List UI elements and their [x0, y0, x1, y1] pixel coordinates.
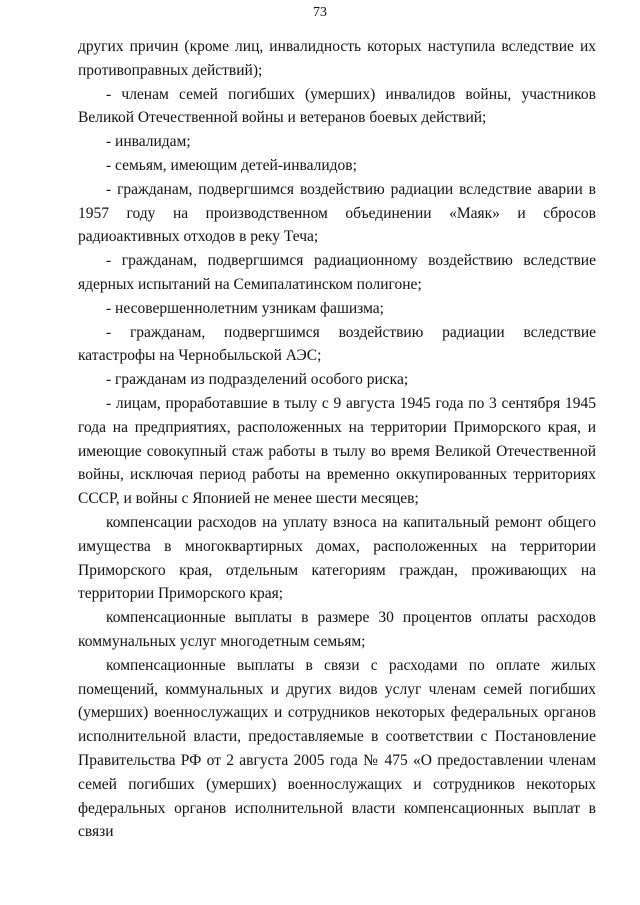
list-item-home-front-workers: - лицам, проработавшие в тылу с 9 августа 1945 года по 3 сентября 1945 года на предприятиях, расположенных на территории Приморского края, и имеющие совокупный стаж работы в тылу во время Великой Отечественной войны, исключая период работы на временно оккупированных территориях СССР, и войны с Японией не менее шести месяцев; [78, 394, 596, 508]
list-item-fascism-prisoners: - несовершеннолетним узникам фашизма; [106, 299, 384, 317]
list-item-chernobyl: - гражданам, подвергшимся воздействию радиации вследствие катастрофы на Чернобыльской АЭС; [78, 323, 596, 365]
page-number: 73 [313, 5, 327, 20]
list-item-war-family-members: - членам семей погибших (умерших) инвалидов войны, участников Великой Отечественной войны и ветеранов боевых действий; [78, 85, 596, 127]
paragraph-capital-repair-compensation: компенсации расходов на уплату взноса на капитальный ремонт общего имущества в многоквартирных домах, расположенных на территории Приморского края, отдельным категориям граждан, проживающих на территории Приморского края; [78, 513, 596, 603]
paragraph-large-families-compensation: компенсационные выплаты в размере 30 процентов оплаты расходов коммунальных услуг многодетным семьям; [78, 609, 596, 650]
list-item-mayak-radiation: - гражданам, подвергшимся воздействию радиации вследствие аварии в 1957 году на производственном объединении «Маяк» и сбросов радиоактивных отходов в реку Теча; [78, 180, 596, 246]
list-item-families-disabled-children: - семьям, имеющим детей-инвалидов; [106, 156, 357, 174]
list-item-semipalatinsk: - гражданам, подвергшимся радиационному воздействию вследствие ядерных испытаний на Семипалатинском полигоне; [78, 252, 596, 293]
list-item-disabled: - инвалидам; [106, 133, 191, 151]
paragraph-servicemen-families-compensation: компенсационные выплаты в связи с расходами по оплате жилых помещений, коммунальных и других видов услуг членам семей погибших (умерших) военнослужащих и сотрудников некоторых федеральных органов исполнительной власти, предоставляемые в соответствии с Постановление Правительства РФ от 2 августа 2005 года № 475 «О предоставлении членам семей погибших (умерших) военнослужащих и сотрудников некоторых федеральных органов исполнительной власти компенсационных выплат в связи [78, 656, 596, 841]
list-item-special-risk: - гражданам из подразделений особого риска; [106, 371, 409, 389]
paragraph-continuation: других причин (кроме лиц, инвалидность которых наступила вследствие их противоправных действий); [78, 38, 596, 79]
document-body [78, 35, 596, 844]
